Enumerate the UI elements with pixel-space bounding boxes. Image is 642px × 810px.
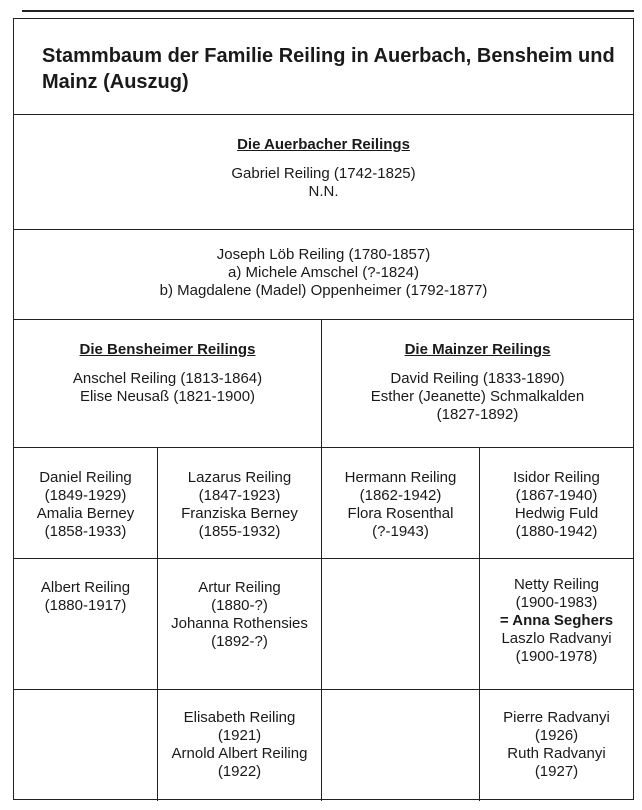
mainz-heading: Die Mainzer Reilings bbox=[404, 341, 551, 358]
person-line: Lazarus Reiling bbox=[187, 469, 292, 486]
albert-cell bbox=[14, 559, 158, 689]
person-line: David Reiling (1833-1890) bbox=[390, 370, 565, 387]
gen5-row bbox=[14, 690, 633, 801]
person-line: b) Magdalene (Madel) Oppenheimer (1792-1877) bbox=[159, 282, 488, 299]
person-line: (1867-1940) bbox=[515, 487, 598, 504]
person-line: (1880-1942) bbox=[515, 523, 598, 540]
joseph-cell bbox=[14, 230, 633, 319]
person-line: (1900-1983) bbox=[515, 594, 598, 611]
person-line: Hermann Reiling bbox=[344, 469, 457, 486]
person-line: Arnold Albert Reiling bbox=[171, 745, 308, 762]
person-line: Pierre Radvanyi bbox=[503, 709, 610, 726]
person-line: Amalia Berney bbox=[36, 505, 135, 522]
person-line: Elise Neusaß (1821-1900) bbox=[79, 388, 256, 405]
person-line: (1922) bbox=[217, 763, 262, 780]
person-line: Daniel Reiling bbox=[39, 469, 132, 486]
top-rule bbox=[22, 10, 634, 12]
family-tree-table bbox=[13, 18, 634, 800]
person-line: Ruth Radvanyi bbox=[507, 745, 606, 762]
person-line: Joseph Löb Reiling (1780-1857) bbox=[216, 246, 431, 263]
empty-cell bbox=[322, 559, 480, 689]
bensheim-heading: Die Bensheimer Reilings bbox=[79, 341, 256, 358]
isidor-cell bbox=[480, 448, 633, 558]
person-line: (1827-1892) bbox=[436, 406, 519, 423]
person-line: (1858-1933) bbox=[44, 523, 127, 540]
empty-cell bbox=[322, 690, 480, 801]
person-line: (1926) bbox=[534, 727, 579, 744]
person-line: Artur Reiling bbox=[198, 579, 281, 596]
pierre-cell bbox=[480, 690, 633, 801]
person-line: Elisabeth Reiling bbox=[183, 709, 296, 726]
person-line: (1921) bbox=[217, 727, 262, 744]
person-line: Esther (Jeanette) Schmalkalden bbox=[370, 388, 585, 405]
person-line: Johanna Rothensies bbox=[171, 615, 308, 632]
person-line: (1862-1942) bbox=[359, 487, 442, 504]
auerbach-row bbox=[14, 115, 633, 230]
person-line: (?-1943) bbox=[372, 523, 429, 540]
person-line: (1849-1929) bbox=[44, 487, 127, 504]
person-line: (1880-?) bbox=[211, 597, 268, 614]
artur-cell bbox=[158, 559, 322, 689]
person-line: (1927) bbox=[534, 763, 579, 780]
netty-cell bbox=[480, 559, 633, 689]
person-line: Franziska Berney bbox=[181, 505, 298, 522]
person-line: Gabriel Reiling (1742-1825) bbox=[231, 165, 416, 182]
mainz-cell bbox=[322, 320, 633, 447]
person-line: Albert Reiling bbox=[40, 579, 131, 596]
person-line-highlight: = Anna Seghers bbox=[499, 612, 614, 629]
joseph-row bbox=[14, 230, 633, 320]
auerbach-cell bbox=[14, 115, 633, 229]
gen4-row bbox=[14, 559, 633, 690]
person-line: Flora Rosenthal bbox=[347, 505, 454, 522]
person-line: (1892-?) bbox=[211, 633, 268, 650]
person-line: (1847-1923) bbox=[198, 487, 281, 504]
person-line: N.N. bbox=[308, 183, 339, 200]
title-row bbox=[14, 19, 633, 115]
person-line: Isidor Reiling bbox=[513, 469, 600, 486]
person-line: Laszlo Radvanyi bbox=[501, 630, 612, 647]
hermann-cell bbox=[322, 448, 480, 558]
empty-cell bbox=[14, 690, 158, 801]
daniel-cell bbox=[14, 448, 158, 558]
person-line: (1900-1978) bbox=[515, 648, 598, 665]
person-line: (1880-1917) bbox=[44, 597, 127, 614]
branch-row bbox=[14, 320, 633, 448]
page-title: Stammbaum der Familie Reiling in Auerbach, Bensheim und Mainz (Auszug) bbox=[42, 45, 615, 93]
bensheim-cell bbox=[14, 320, 322, 447]
person-line: Anschel Reiling (1813-1864) bbox=[72, 370, 263, 387]
person-line: Hedwig Fuld bbox=[514, 505, 599, 522]
elisabeth-cell bbox=[158, 690, 322, 801]
person-line: Netty Reiling bbox=[513, 576, 600, 593]
person-line: (1855-1932) bbox=[198, 523, 281, 540]
gen3-row bbox=[14, 448, 633, 559]
person-line: a) Michele Amschel (?-1824) bbox=[228, 264, 419, 281]
lazarus-cell bbox=[158, 448, 322, 558]
auerbach-heading: Die Auerbacher Reilings bbox=[237, 136, 410, 153]
